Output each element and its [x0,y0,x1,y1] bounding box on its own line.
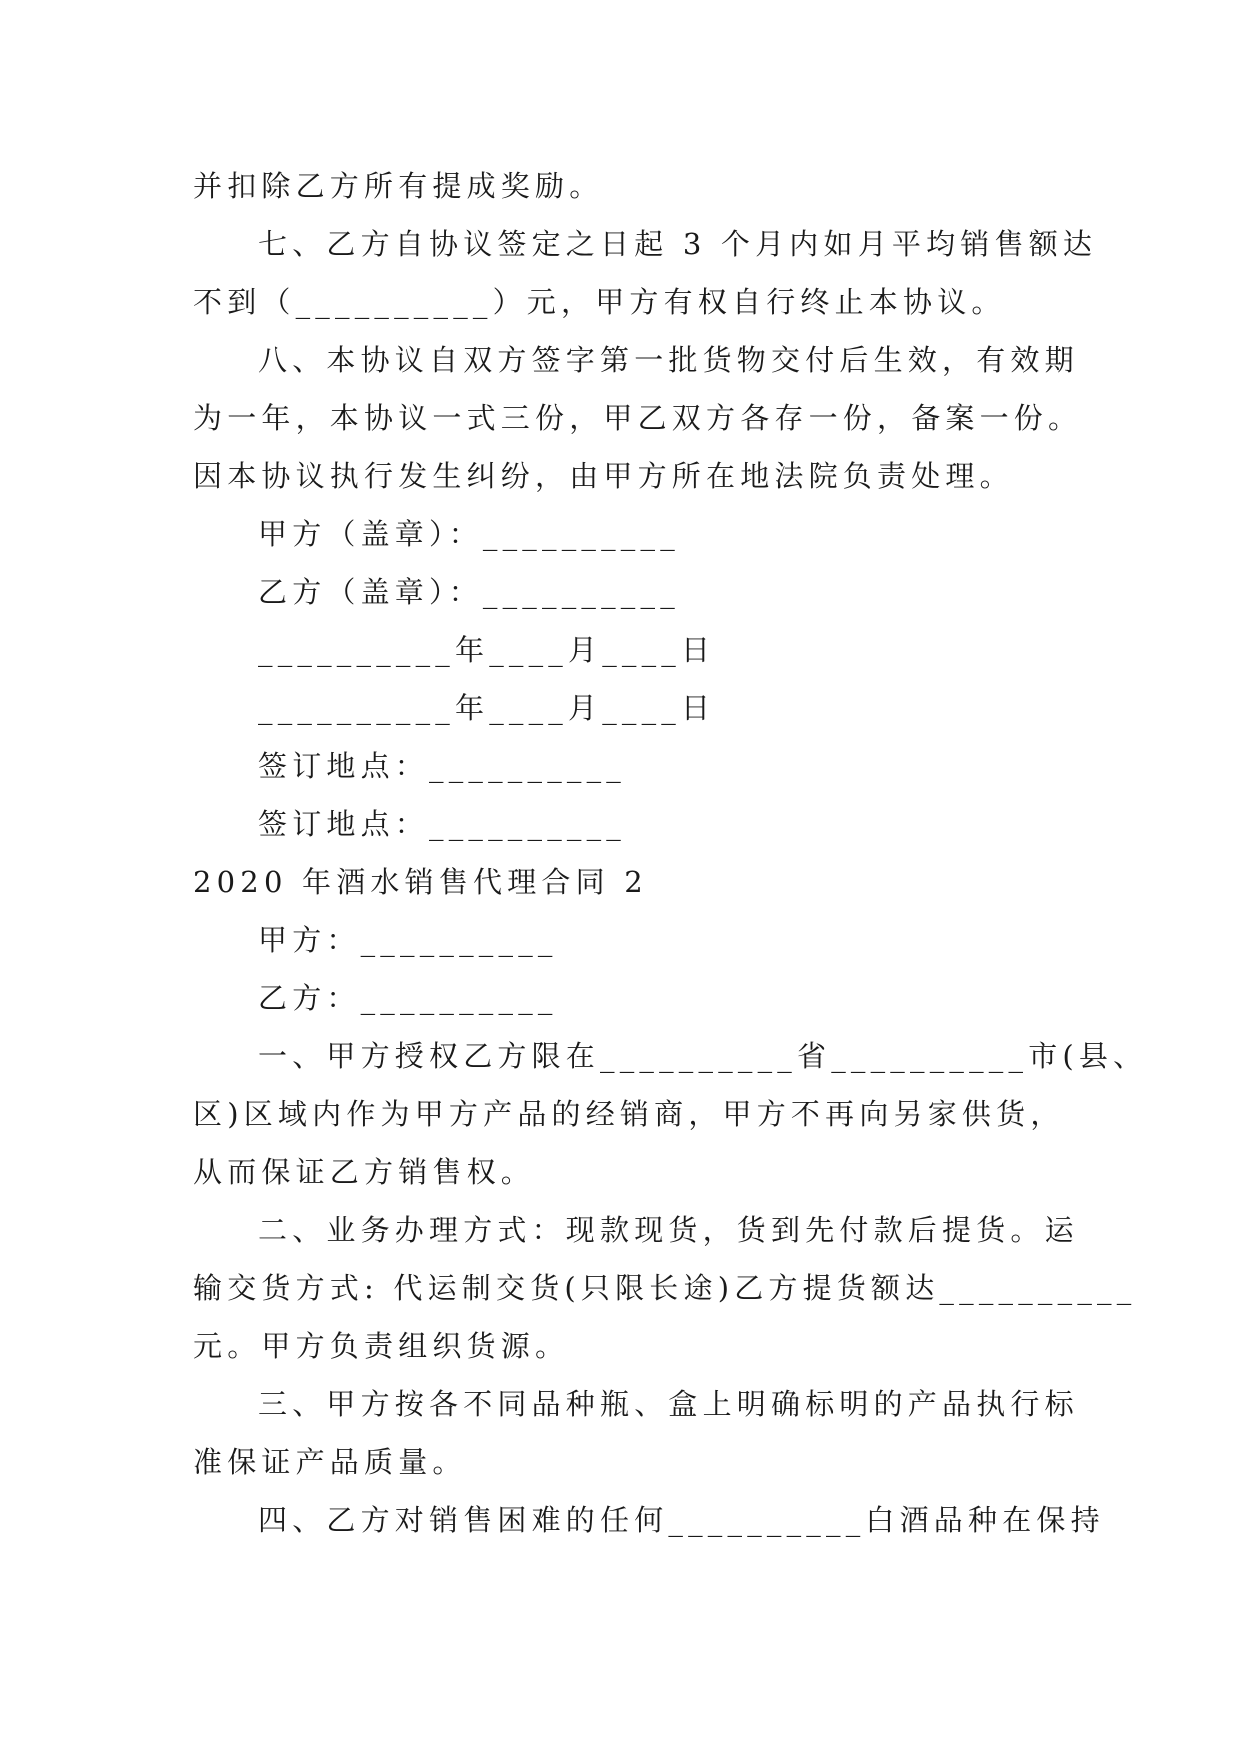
contract-title: 2020 年酒水销售代理合同 2 [193,865,648,899]
clause-two-line: 输交货方式: 代运制交货(只限长途)乙方提货额达__________ [193,1271,1137,1305]
clause-one-line: 一、甲方授权乙方限在__________省__________市(县、 [258,1039,1148,1073]
clause-eight-line: 八、本协议自双方签字第一批货物交付后生效，有效期 [258,343,1079,377]
clause-eight-line: 因本协议执行发生纠纷，由甲方所在地法院负责处理。 [193,459,1014,493]
party-b-seal-line: 乙方（盖章）：__________ [258,575,680,609]
party-b-line: 乙方：__________ [258,981,558,1015]
clause-two-line: 元。甲方负责组织货源。 [193,1329,570,1363]
signing-place-line: 签订地点：__________ [258,807,627,841]
signing-place-line: 签订地点：__________ [258,749,627,783]
clause-four-line: 四、乙方对销售困难的任何__________白酒品种在保持 [258,1503,1105,1537]
clause-seven-line: 不到（__________）元，甲方有权自行终止本协议。 [193,285,1006,319]
clause-one-line: 从而保证乙方销售权。 [193,1155,536,1189]
paragraph-line: 并扣除乙方所有提成奖励。 [193,169,604,203]
date-line: __________年____月____日 [258,691,716,725]
clause-eight-line: 为一年，本协议一式三份，甲乙双方各存一份，备案一份。 [193,401,1083,435]
party-a-seal-line: 甲方（盖章）：__________ [258,517,680,551]
clause-one-line: 区)区域内作为甲方产品的经销商，甲方不再向另家供货， [193,1097,1065,1131]
clause-three-line: 准保证产品质量。 [193,1445,467,1479]
party-a-line: 甲方：__________ [258,923,558,957]
clause-two-line: 二、业务办理方式：现款现货，货到先付款后提货。运 [258,1213,1079,1247]
date-line: __________年____月____日 [258,633,716,667]
clause-three-line: 三、甲方按各不同品种瓶、盒上明确标明的产品执行标 [258,1387,1079,1421]
clause-seven-line: 七、乙方自协议签定之日起 3 个月内如月平均销售额达 [258,227,1098,261]
